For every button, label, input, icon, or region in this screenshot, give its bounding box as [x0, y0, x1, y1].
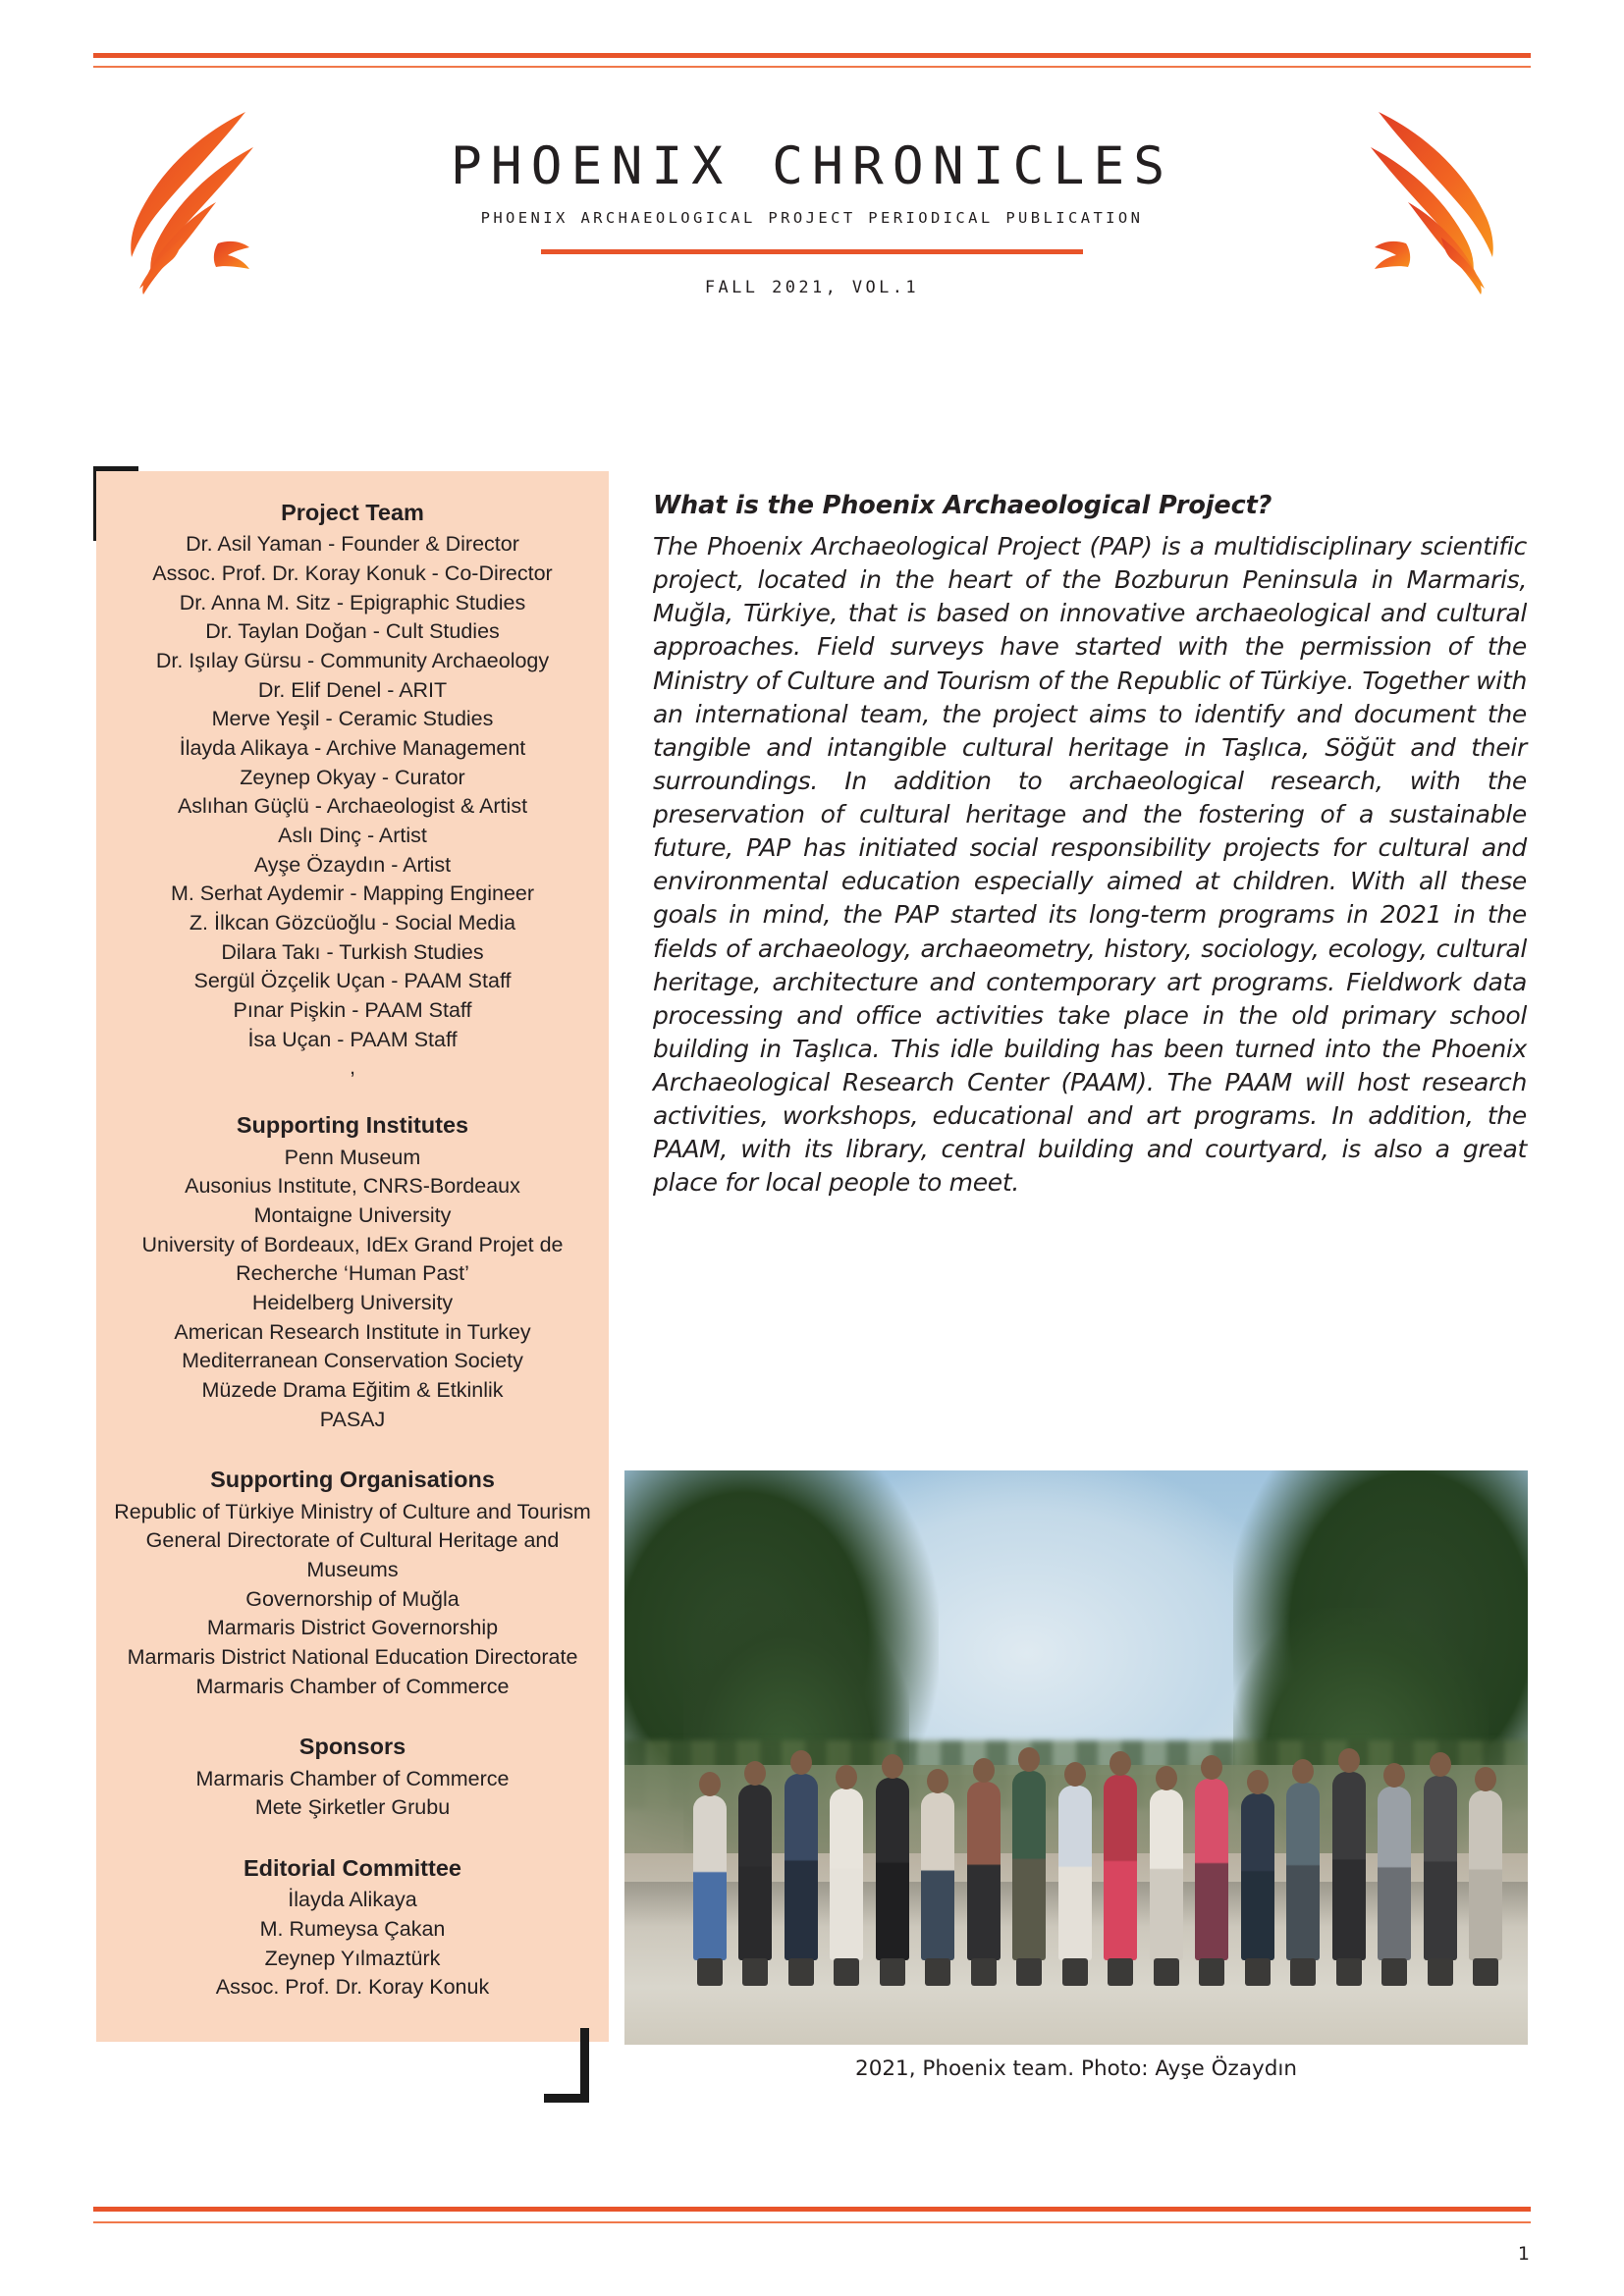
sidebar-section-heading: Sponsors	[298, 1734, 406, 1760]
header-rule-thick	[93, 53, 1531, 58]
photo-person	[921, 1792, 954, 1960]
sidebar-credit-item: İlayda Alikaya - Archive Management	[179, 736, 526, 761]
sidebar-credit-item: Governorship of Muğla	[245, 1586, 460, 1611]
lead-article	[653, 491, 1527, 1201]
sidebar-credit-item: M. Rumeysa Çakan	[259, 1917, 446, 1942]
sidebar-credit-item: Dr. Elif Denel - ARIT	[257, 677, 448, 702]
sidebar-credit-item: University of Bordeaux, IdEx Grand Projet de Recherche ‘Human Past’	[141, 1232, 564, 1286]
publication-title: PHOENIX CHRONICLES	[450, 136, 1174, 196]
sidebar-credit-item: Sergül Özçelik Uçan - PAAM Staff	[193, 969, 512, 993]
photo-person	[1012, 1771, 1046, 1960]
photo-person	[1058, 1786, 1092, 1960]
sidebar-credit-item: Aslıhan Güçlü - Archaeologist & Artist	[177, 794, 528, 819]
sidebar-bracket-bottom-right	[544, 2028, 589, 2103]
issue-label: FALL 2021, VOL.1	[704, 278, 920, 297]
sidebar-credit-item: Assoc. Prof. Dr. Koray Konuk - Co-Director	[152, 561, 553, 586]
sidebar-section-heading: Supporting Organisations	[210, 1467, 495, 1493]
sidebar-section-heading: Editorial Committee	[244, 1854, 461, 1881]
sidebar-section-heading: Supporting Institutes	[236, 1112, 469, 1139]
sidebar-credit-item: American Research Institute in Turkey	[174, 1319, 531, 1344]
photo-person	[785, 1774, 818, 1960]
masthead	[0, 93, 1624, 297]
sidebar-credit-item: PASAJ	[319, 1407, 386, 1431]
sidebar-credit-item: General Directorate of Cultural Heritage and Museums	[145, 1528, 560, 1581]
sidebar-credit-item: Aslı Dinç - Artist	[278, 823, 427, 847]
page-number: 1	[1517, 2243, 1530, 2265]
sidebar-credit-item: Ayşe Özaydın - Artist	[253, 852, 452, 877]
sidebar-section-gap	[114, 1701, 591, 1731]
sidebar-credit-item: Zeynep Okyay - Curator	[240, 765, 465, 789]
footer-rule-thick	[93, 2207, 1531, 2212]
sidebar-credit-item: Dilara Takı - Turkish Studies	[221, 939, 484, 964]
sidebar-credit-item: Dr. Taylan Doğan - Cult Studies	[205, 619, 500, 644]
sidebar-credit-item: Merve Yeşil - Ceramic Studies	[211, 707, 494, 731]
photo-person	[693, 1795, 727, 1960]
sidebar-credit-item: Dr. Asil Yaman - Founder & Director	[186, 532, 519, 557]
sidebar-credit-item: Müzede Drama Eğitim & Etkinlik	[201, 1377, 504, 1402]
sidebar-credit-item: İsa Uçan - PAAM Staff	[247, 1027, 458, 1051]
sidebar-credit-item: Marmaris Chamber of Commerce	[195, 1674, 510, 1698]
sidebar-credit-item: İlayda Alikaya	[288, 1888, 417, 1912]
sidebar-credit-item: Marmaris Chamber of Commerce	[195, 1766, 510, 1790]
photo-block	[624, 1470, 1528, 2081]
sidebar-credit-item: Marmaris District Governorship	[206, 1616, 499, 1640]
sidebar-credit-item: M. Serhat Aydemir - Mapping Engineer	[170, 881, 535, 906]
sidebar-credit-item: Montaigne University	[253, 1202, 452, 1227]
credits-sidebar	[96, 471, 609, 2042]
sidebar-credit-item: Penn Museum	[284, 1145, 421, 1169]
sidebar-credit-item: Marmaris District National Education Directorate	[127, 1644, 578, 1669]
photo-caption: 2021, Phoenix team. Photo: Ayşe Özaydın	[855, 2056, 1297, 2081]
article-heading: What is the Phoenix Archaeological Project?	[653, 491, 1272, 520]
masthead-divider	[541, 249, 1083, 254]
photo-person	[1424, 1776, 1457, 1960]
sidebar-credit-item: Dr. Işılay Gürsu - Community Archaeology	[155, 649, 550, 673]
photo-person	[1286, 1783, 1320, 1960]
sidebar-credit-item: Ausonius Institute, CNRS-Bordeaux	[185, 1174, 520, 1199]
photo-person	[1150, 1789, 1183, 1960]
sidebar-credit-item: Mete Şirketler Grubu	[254, 1795, 451, 1820]
sidebar-section-gap	[114, 1080, 591, 1109]
sidebar-credit-item: Dr. Anna M. Sitz - Epigraphic Studies	[179, 590, 526, 614]
sidebar-credit-item: Republic of Türkiye Ministry of Culture and Tourism	[114, 1499, 591, 1523]
photo-person	[876, 1778, 909, 1960]
header-rule-thin	[93, 66, 1531, 68]
photo-person	[1241, 1793, 1274, 1960]
sidebar-section-gap	[114, 1434, 591, 1464]
sidebar-credit-item: Pınar Pişkin - PAAM Staff	[233, 997, 472, 1022]
photo-person	[738, 1785, 772, 1960]
sidebar-section-heading: Project Team	[281, 500, 424, 525]
sidebar-section-gap	[114, 1823, 591, 1852]
publication-subtitle: PHOENIX ARCHAEOLOGICAL PROJECT PERIODICAL PUBLICATION	[480, 209, 1144, 227]
photo-person	[830, 1789, 863, 1960]
sidebar-trailing-mark: ,	[350, 1056, 355, 1080]
sidebar-credit-item: Heidelberg University	[251, 1290, 454, 1314]
photo-person	[1378, 1787, 1411, 1960]
photo-person	[1332, 1772, 1366, 1960]
group-photo	[624, 1470, 1528, 2045]
footer-rule-thin	[93, 2221, 1531, 2223]
sidebar-credit-item: Mediterranean Conservation Society	[182, 1349, 523, 1373]
sidebar-credit-item: Z. İlkcan Gözcüoğlu - Social Media	[189, 910, 516, 934]
photo-person	[1104, 1775, 1137, 1960]
photo-person	[1195, 1779, 1228, 1960]
sidebar-credit-item: Zeynep Yılmaztürk	[264, 1946, 441, 1970]
article-body: The Phoenix Archaeological Project (PAP) is a multidisciplinary scientific project, located in the heart of the Bozburun Peninsula in Marmaris, Muğla, Türkiye, that is based on innovative archaeological and cultural approaches. Field surveys have started with the permission of the Ministry of Culture and Tourism of the Republic of Türkiye. Together with an international team, the project aims to identify and document the tangible and intangible cultural heritage in Taşlıca, Söğüt and their surroundings. In addition to archaeological research, with the preservation of cultural heritage and the fostering of a sustainable future, PAP has initiated social responsibility projects for cultural and environmental education especially aimed at children. With all these goals in mind, the PAP started its long-term programs in 2021 in the fields of archaeology, archaeometry, history, sociology, ecology, cultural heritage, architecture and contemporary art programs. Fieldwork data processing and office activities take place in the old primary school building in Taşlıca. This idle building has been turned into the Phoenix Archaeological Research Center (PAAM). The PAAM will host research activities, workshops, educational and art programs. In addition, the PAAM, with its library, central building and courtyard, is also a great place for local people to meet.	[653, 532, 1527, 1198]
photo-person	[1469, 1790, 1502, 1960]
sidebar-credit-item: Assoc. Prof. Dr. Koray Konuk	[215, 1975, 490, 2000]
photo-person	[967, 1782, 1001, 1960]
